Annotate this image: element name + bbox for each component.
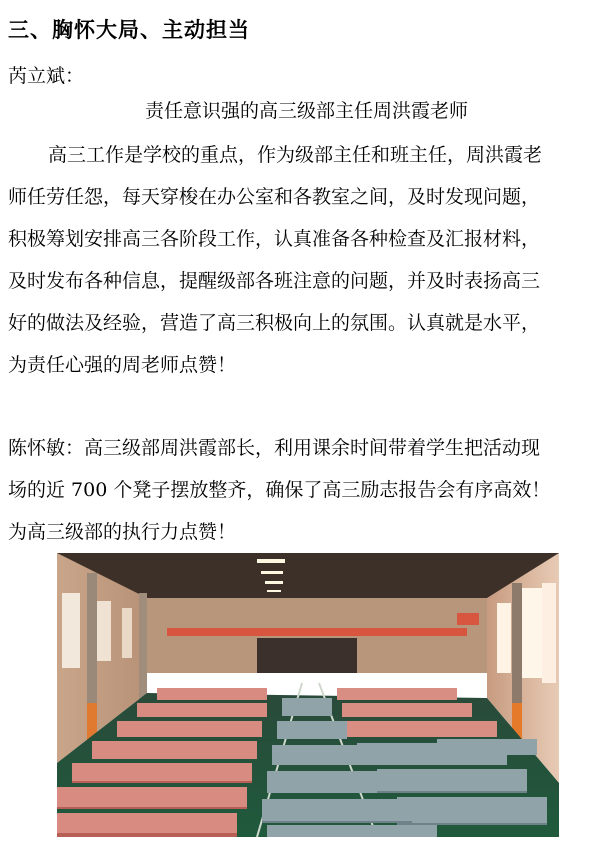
paragraph-line: 陈怀敏：高三级部周洪霞部长，利用课余时间带着学生把活动现 xyxy=(8,437,541,459)
paragraph-line: 及时发布各种信息，提醒级部各班注意的问题，并及时表扬高三 xyxy=(8,270,541,292)
paragraph-line: 好的做法及经验，营造了高三积极向上的氛围。认真就是水平， xyxy=(8,312,541,334)
paragraph-line: 积极筹划安排高三各阶段工作，认真准备各种检查及汇报材料， xyxy=(8,228,541,250)
paragraph-line: 师任劳任怨，每天穿梭在办公室和各教室之间，及时发现问题， xyxy=(8,186,541,208)
author-name: 芮立斌： xyxy=(8,65,85,87)
hall-with-stools-photo xyxy=(57,553,559,837)
paragraph-line: 为高三级部的执行力点赞！ xyxy=(8,521,237,543)
article-subtitle: 责任意识强的高三级部主任周洪霞老师 xyxy=(144,100,468,122)
paragraph-line: 场的近 700 个凳子摆放整齐，确保了高三励志报告会有序高效！ xyxy=(8,479,551,501)
section-heading: 三、胸怀大局、主动担当 xyxy=(8,18,250,42)
paragraph-line: 为责任心强的周老师点赞！ xyxy=(8,354,237,376)
paragraph-line: 高三工作是学校的重点，作为级部主任和班主任，周洪霞老 xyxy=(48,144,543,166)
